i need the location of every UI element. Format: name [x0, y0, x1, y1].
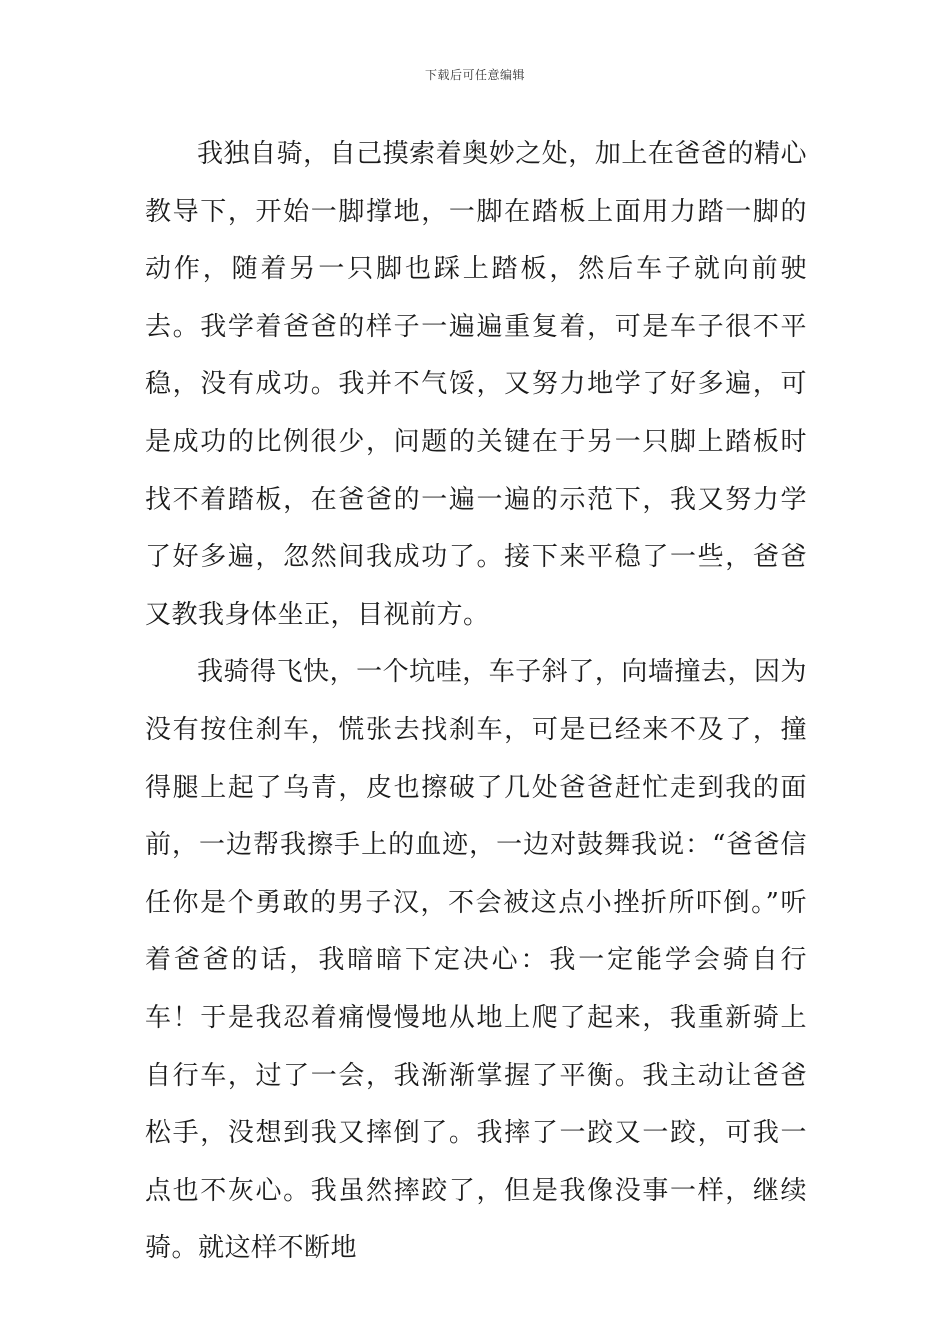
document-body: [145, 126, 807, 1278]
paragraph-2: 我骑得飞快，一个坑哇，车子斜了，向墙撞去，因为没有按住刹车，慌张去找刹车，可是已经来不及了，撞得腿上起了乌青，皮也擦破了几处爸爸赶忙走到我的面前，一边帮我擦手上的血迹，一边对鼓舞我说：“爸爸信任你是个勇敢的男子汉，不会被这点小挫折所吓倒。”听着爸爸的话，我暗暗下定决心：我一定能学会骑自行车！于是我忍着痛慢慢地从地上爬了起来，我重新骑上自行车，过了一会，我渐渐掌握了平衡。我主动让爸爸松手，没想到我又摔倒了。我摔了一跤又一跤，可我一点也不灰心。我虽然摔跤了，但是我像没事一样，继续骑。就这样不断地: [145, 657, 807, 1264]
page-header-note: 下载后可任意编辑: [424, 68, 525, 82]
paragraph-1: 我独自骑，自己摸索着奥妙之处，加上在爸爸的精心教导下，开始一脚撑地，一脚在踏板上面用力踏一脚的动作，随着另一只脚也踩上踏板，然后车子就向前驶去。我学着爸爸的样子一遍遍重复着，可是车子很不平稳，没有成功。我并不气馁，又努力地学了好多遍，可是成功的比例很少，问题的关键在于另一只脚上踏板时找不着踏板，在爸爸的一遍一遍的示范下，我又努力学了好多遍，忽然间我成功了。接下来平稳了一些，爸爸又教我身体坐正，目视前方。: [145, 139, 807, 630]
